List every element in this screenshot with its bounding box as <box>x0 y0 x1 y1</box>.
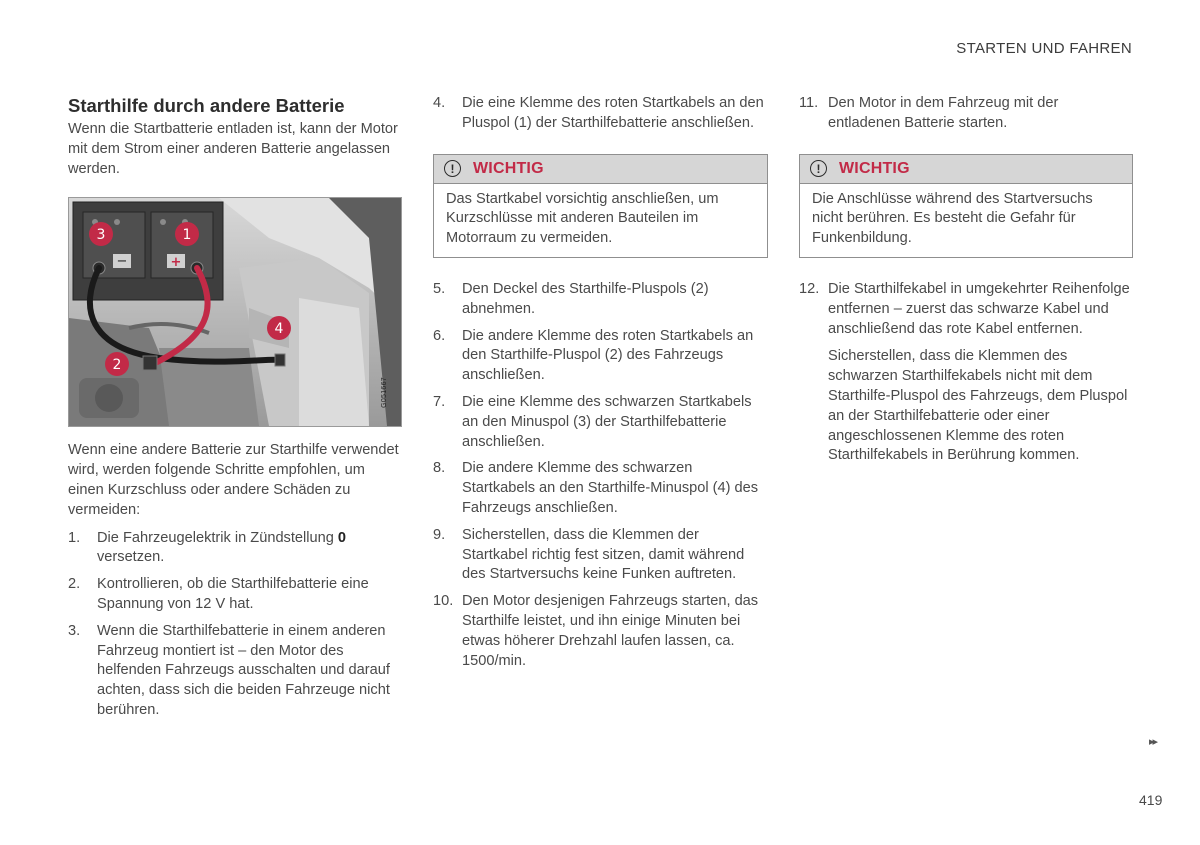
jump-start-figure <box>68 197 402 427</box>
warning-notice <box>799 154 1133 258</box>
steps-list-1 <box>68 529 402 721</box>
engine-bay-illustration <box>69 198 401 426</box>
ignition-position: 0 <box>337 529 347 546</box>
steps-list-3b <box>799 280 1133 339</box>
notice-label: WICHTIG <box>839 159 910 177</box>
list-item: 9. Sicherstellen, dass die Klemmen der Startkabel richtig fest sitzen, damit während des Startversuchs keine Funken auftreten. <box>433 526 745 583</box>
list-item: 1. Die Fahrzeugelektrik in Zündstellung 0 versetzen. <box>68 529 347 566</box>
callout-1 <box>175 222 199 246</box>
continued-arrows-icon: ▸▸ <box>1149 736 1157 748</box>
callout-4 <box>267 316 291 340</box>
intro-paragraph: Wenn die Startbatterie entladen ist, kann der Motor mit dem Strom einer anderen Batterie angelassen werden. <box>68 121 398 177</box>
callout-3 <box>89 222 113 246</box>
notice-label: WICHTIG <box>473 159 544 177</box>
warning-icon: ! <box>444 160 461 177</box>
svg-text:1: 1 <box>182 227 192 244</box>
list-item: 4. Die eine Klemme des roten Startkabels an den Pluspol (1) der Starthilfebatterie anschließen. <box>433 95 764 131</box>
list-item: 2. Kontrollieren, ob die Starthilfebatterie eine Spannung von 12 V hat. <box>68 576 369 612</box>
notice-text: Die Anschlüsse während des Startversuchs nicht berühren. Es besteht die Gefahr für Funkenbildung. <box>812 190 1093 247</box>
svg-text:3: 3 <box>96 227 106 244</box>
svg-text:2: 2 <box>112 357 122 374</box>
list-item: 6. Die andere Klemme des roten Startkabels an den Starthilfe-Pluspol (2) des Fahrzeugs anschließen. <box>433 327 754 384</box>
column-right <box>799 94 1133 466</box>
warning-icon: ! <box>810 160 827 177</box>
list-item: 3. Wenn die Starthilfebatterie in einem anderen Fahrzeug montiert ist – den Motor des helfenden Fahrzeugs ausschalten und darauf achten, dass sich die beiden Fahrzeuge nicht berühren. <box>68 622 390 718</box>
notice-text: Das Startkabel vorsichtig anschließen, um Kurzschlüsse mit anderen Bauteilen im Motorraum zu vermeiden. <box>446 190 719 247</box>
page-number: 419 <box>1139 792 1163 808</box>
column-middle <box>433 94 768 678</box>
steps-list-2b <box>433 280 768 671</box>
notice-header <box>434 155 767 184</box>
sub-paragraph: Sicherstellen, dass die Klemmen des schwarzen Starthilfekabels nicht mit dem Starthilfe-Pluspol des Fahrzeugs, dem Pluspol an der Starthilfebatterie oder einer angeschlossenen Klemme des roten Starthilfekabels in Berührung kommen. <box>828 348 1128 464</box>
list-item: 7. Die eine Klemme des schwarzen Startkabels an den Minuspol (3) der Starthilfebatterie anschließen. <box>433 393 752 450</box>
warning-notice <box>433 154 768 258</box>
notice-header <box>800 155 1132 184</box>
svg-text:4: 4 <box>274 321 284 338</box>
list-item: 12. Die Starthilfekabel in umgekehrter Reihenfolge entfernen – zuerst das schwarze Kabel und anschließend das rote Kabel entfernen. <box>799 280 1130 337</box>
plus-symbol: + <box>170 255 182 271</box>
callout-2 <box>105 352 129 376</box>
list-item: 8. Die andere Klemme des schwarzen Startkabels an den Starthilfe-Minuspol (4) des Fahrzeugs anschließen. <box>433 460 759 516</box>
section-title: Starthilfe durch andere Batterie <box>68 95 345 116</box>
list-item: 11. Den Motor in dem Fahrzeug mit der entladenen Batterie starten. <box>799 95 1059 131</box>
page-header-title: STARTEN UND FAHREN <box>956 40 1132 57</box>
steps-list-3a <box>799 94 1133 134</box>
column-left <box>68 94 402 728</box>
steps-list-2a <box>433 94 768 134</box>
lead-paragraph: Wenn eine andere Batterie zur Starthilfe verwendet wird, werden folgende Schritte empfohlen, um einen Kurzschluss oder andere Schäden zu vermeiden: <box>68 442 399 518</box>
list-item: 5. Den Deckel des Starthilfe-Pluspols (2) abnehmen. <box>433 280 709 317</box>
figure-code: G051667 <box>381 377 389 409</box>
minus-symbol: − <box>116 254 128 270</box>
list-item: 10. Den Motor desjenigen Fahrzeugs starten, das Starthilfe leistet, und ihn einige Minuten bei etwas höherer Drehzahl laufen lassen, ca. 1500/min. <box>433 593 759 669</box>
